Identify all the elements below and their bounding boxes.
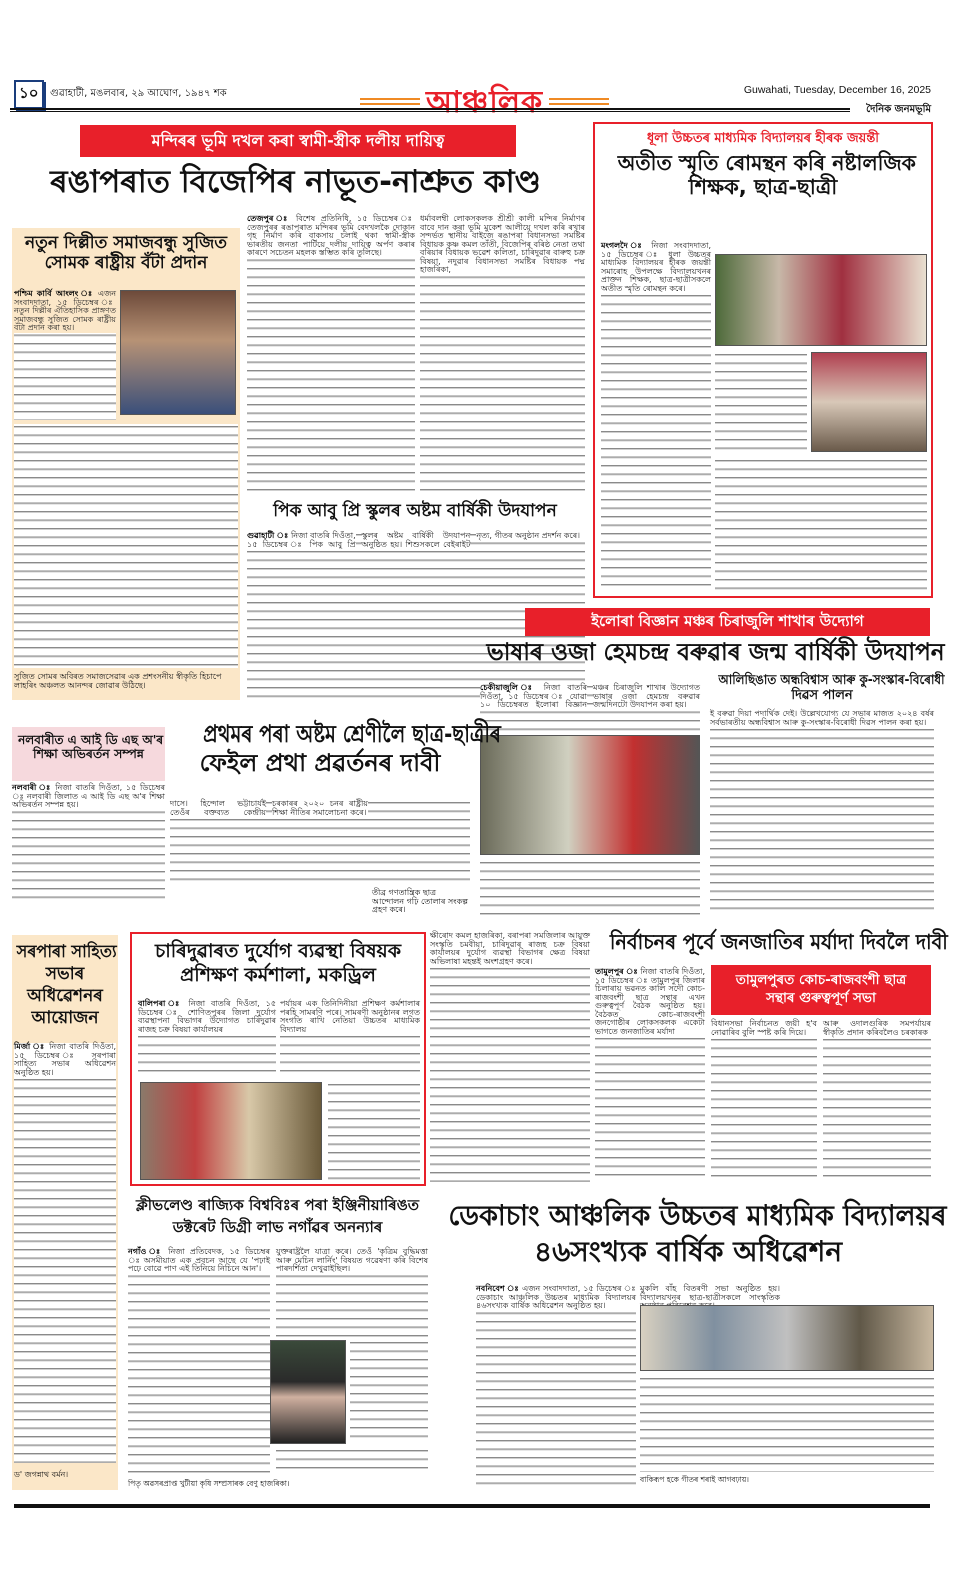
headline-line: [14, 941, 116, 963]
article-text: ক্ষীৰোদ কমল হাজৰিকা, বৰাপৰা সমজিলাৰ আয়ুক্ত সংস্কৃতি চমবীয়া, চাৰিদুৱাৰ ৰাজহ চক্ৰ বিষয়া কাৰ্যালয়ৰ দুৰ্যোগ ব্যৱস্থা বিভাগৰ ক্ষেত্ৰ বিষয়া অভিলাষা মহন্তই অংশগ্ৰহণ কৰে।: [430, 931, 590, 966]
hemchandra-body-b: [480, 860, 700, 916]
dateline: মংগলদৈ ঃ: [601, 241, 646, 250]
article-text: বিধানসভা নিৰ্বাচনত জয়ী হ'ব নোৱাৰিব বুলি স্পষ্ট কৰি দিয়ে।: [711, 1019, 817, 1037]
headline-line-text: আলিছিঙাত অন্ধবিশ্বাস আৰু কু-সংস্কাৰ-বিৰোধী: [718, 673, 945, 688]
fail-headline: [170, 720, 501, 778]
headline-line-text: নিৰ্বাচনৰ পূৰ্বে জনজাতিৰ মৰ্যাদা দিবলৈ দাবী: [609, 930, 948, 954]
ananya-body-col4: [276, 1448, 428, 1474]
headline-line-text: চাৰিদুৱাৰত দুৰ্যোগ ব্যৱস্থা বিষয়ক: [154, 940, 402, 962]
nalbari-headline: [12, 727, 165, 781]
dateline: পশ্চিম কাৰ্বি আংলং ঃ: [14, 289, 94, 298]
headline-line: [531, 610, 924, 635]
headline-line-text: ভাষাৰ ওজা হেমচন্দ্ৰ বৰুৱাৰ জন্ম বাৰ্ষিকী উদযাপন: [486, 638, 945, 666]
temple-kicker: [80, 125, 516, 157]
hemchandra-headline: [478, 638, 945, 667]
article-text: নিজা সংবাদদাতা, ১৫ ডিচেম্বৰ ঃ ধূলা উচ্চতৰ মাধ্যমিক বিদ্যালয়ৰ হীৰক জয়ন্তী সমাৰোহ উপলক্ষে বিদ্যালয়খনৰ প্ৰাক্তন শিক্ষক, ছাত্ৰ-ছাত্ৰীসকলে অতীত স্মৃতি ৰোমন্থন কৰে।: [601, 241, 711, 293]
headline-line-text: ধূলা উচ্চতৰ মাধ্যমিক বিদ্যালয়ৰ হীৰক জয়ন্তী: [647, 131, 879, 146]
headline-line-text: ক্লীভলেণ্ড ৰাজ্যিক বিশ্ববিঃৰ পৰা ইঞ্জিনীয়াৰিঙত: [136, 1196, 419, 1214]
sujit-award-photo: [120, 290, 236, 415]
headline-line: [136, 964, 420, 988]
ananya-body-col2: [276, 1248, 428, 1338]
dateline: নগাঁও ঃ: [128, 1247, 163, 1256]
headline-line-text: প্ৰথমৰ পৰা অষ্টম শ্ৰেণীলৈ ছাত্ৰ-ছাত্ৰীৰ: [203, 720, 501, 748]
headline-line-text: শিক্ষা অভিৰৰ্তন সম্পন্ন: [33, 746, 144, 762]
dateline: গুৱাহাটী ঃ: [247, 531, 289, 540]
dateline: নবনিবেশ ঃ: [476, 1284, 520, 1293]
headline-line-text: ইলোৰা বিজ্ঞান মঞ্চৰ চিৰাজুলি শাখাৰ উদ্যোগ: [591, 611, 864, 630]
headline-line: [708, 673, 945, 689]
article-text: বিশেষ প্ৰতিনিধি, ১৫ ডিচেম্বৰ ঃ তেজপুৰৰ ৰঙাপৰাত মন্দিৰৰ ভূমি বেদখলকৈ দোকান গৃহ নিৰ্মাণ কৰি বাকসায় চলাই থকা স্বামী-স্ত্ৰীক ভাৰতীয় জনতা পাৰ্টিয়ে দলীয় দায়িত্ব অৰ্পণ কৰাৰ কাৰণে সচেতন মহলক স্তম্ভিত কৰি তুলিছে।: [247, 214, 416, 257]
dhula-body-col2: [715, 352, 807, 452]
tribe-headline: [595, 930, 948, 954]
headline-line-text: আয়োজন: [31, 1008, 99, 1029]
article-text: দাসে। হিন্দোল ভট্টাচাৰ্যই তেওঁৰ বক্তব্যত কেন্দ্ৰীয় চৰকাৰৰ ২০২০ চনৰ ৰাষ্ট্ৰীয় শিক্ষা নীতিৰ সমালোচনা কৰে।: [170, 799, 368, 817]
headline-line: [478, 638, 945, 667]
tribe-body-col2: [711, 1020, 817, 1182]
headline-line: [14, 1007, 116, 1029]
chardua-body-col4: [430, 932, 590, 1182]
article-text: এজন সংবাদদাতা, ১৫ ডিচেম্বৰ ঃ নতুন দিল্লীৰ ঐতিহাসিক প্ৰাঙ্গণত সমাজবন্ধু সুজিত সোমক ৰাষ্ট্ৰীয় বঁটা প্ৰদান কৰা হয়।: [14, 289, 117, 332]
article-text: আৰু ওদালগুৰিক সমপৰ্যায়ৰ স্বীকৃতি প্ৰদান কৰিবলৈও চৰকাৰক: [823, 1019, 931, 1037]
headline-line-text: সৰপাৰা সাহিত্য: [16, 942, 117, 962]
article-text: নিজা বাতৰি দিওঁতা, ১৫ ডিচেম্বৰ ঃ পিক আবু প্ৰি স্কুলৰ অষ্টম বাৰ্ষিকী উদযাপন অনুষ্ঠিত হয়। শিশুসকলে বেইৰাইট নৃত্য, গীতৰ অনুষ্ঠান প্ৰদৰ্শন কৰে।: [247, 531, 581, 549]
article-text: মুকলি বাঁহ বিতৰণী সভা অনুষ্ঠিত হয়। বিদ্যালয়খনৰ ছাত্ৰ-ছাত্ৰীসকলে সাংস্কৃতিক: [640, 1285, 780, 1311]
headline-line: [438, 1234, 938, 1270]
ananya-photo: [270, 1340, 346, 1444]
dhula-kicker: [595, 132, 931, 147]
article-text: নিজা বাতৰি দিওঁতা, ১৫ ডিচেম্বৰ ঃ যোৱা ১০ ডিচেম্বৰত ইলোৰা বিজ্ঞান মঞ্চৰ চিৰাজুলি শাখাৰ উদ্যোগত ভাষাৰ ওজা হেমচন্দ্ৰ বৰুৱাৰ জন্মদিনটো উদযাপন কৰা হয়।: [480, 683, 700, 709]
dhula-body-col3: [715, 458, 927, 592]
dateline: তেজপুৰ ঃ: [247, 214, 291, 223]
article-text: পৰ্যায়ৰ এক তিনিদিনীয়া প্ৰশিক্ষণ কৰ্মশালাৰ পৰহি সামৰণি পৰে। সামৰণী অনুষ্ঠানৰ লগত সংগতি ৰাখি নেতিয়া উচ্চতৰ মাধ্যমিক বিদ্যালয়: [280, 999, 420, 1034]
headline-line-text: দিৱস পালন: [791, 687, 853, 703]
headline-line: [613, 150, 916, 175]
headline-line-text: সন্থাৰ গুৰুত্বপূৰ্ণ সভা: [766, 990, 876, 1006]
headline-line-text: অতীত স্মৃতি ৰোমন্থন কৰি নষ্টালজিক: [617, 150, 916, 175]
ananya-headline: [125, 1195, 430, 1239]
headline-line-text: প্ৰশিক্ষণ কৰ্মশালা, মকড্ৰিল: [180, 963, 376, 986]
local-date: গুৱাহাটী, মঙলবাৰ, ২৯ আঘোণ, ১৯৪৭ শক: [50, 88, 227, 99]
headline-line: [613, 175, 913, 199]
dhula-headline: [595, 147, 931, 203]
headline-line-text: মন্দিৰৰ ভূমি দখল কৰা স্বামী-স্ত্ৰীক দলীয় দায়িত্ব: [151, 130, 445, 150]
article-text: নিজা বাতৰি দিওঁতা, ১৫ ডিচেম্বৰ ঃ সৰপাৰা সাহিত্য সভাৰ অধিৱেশন অনুষ্ঠিত হয়।: [14, 1042, 116, 1077]
headline-line: [170, 720, 501, 749]
english-date: Guwahati, Tuesday, December 16, 2025: [743, 84, 931, 96]
headline-line-text: ফেইল প্ৰথা প্ৰৱৰ্তনৰ দাবী: [199, 748, 441, 777]
article-text: নিজা প্ৰতিবেদক, ১৫ ডিচেম্বৰ ঃ অসমীয়াত এক প্ৰবচন আছে যে 'পঢ়াই পঢ়ে বোৱে পাণ এই তিনিয়ে নিচিনে আন'।: [128, 1247, 270, 1273]
dateline: নলবাৰী ঃ: [12, 783, 52, 792]
alisinga-body: [710, 710, 934, 916]
sujit-tail: সুজিত সোমৰ অবিৰত সমাজসেৱাৰ এক প্ৰশংসনীয় স্বীকৃতি হিচাপে লাহৰিং অঞ্চলত আনন্দৰ জোৱাৰ উঠিছে।: [14, 672, 222, 690]
headline-line-text: ডক্টৰেট ডিগ্ৰী লাভ নগাঁৱৰ অনন্যাৰ: [172, 1217, 383, 1236]
article-text: নিজা বাতৰি দিওঁতা, ১৫ ডিচেম্বৰ ঃ শোণিতপুৰৰ জিলা দুৰ্যোগ ব্যৱস্থাপনা বিভাগৰ উদ্যোগত চাৰিদুৱাৰ ৰাজহ চক্ৰ বিষয়া কাৰ্যালয়ৰ: [138, 999, 277, 1034]
headline-line-text: তামুলপুৰত কোচ-ৰাজবংশী ছাত্ৰ: [735, 972, 907, 989]
headline-line-text: নতুন দিল্লীত সমাজবন্ধু সুজিত: [24, 233, 228, 253]
headline-line-text: ডেকাচাং আঞ্চলিক উচ্চতৰ মাধ্যমিক বিদ্যালয়ৰ: [448, 1199, 947, 1232]
headline-line: [438, 1198, 947, 1234]
fail-body: [170, 800, 470, 886]
article-text: এজন সংবাদদাতা, ১৫ ডিচেম্বৰ ঃ ডেকাচাং আঞ্চলিক উচ্চতৰ মাধ্যমিক বিদ্যালয়ৰ ৪৬সংখ্যক বাৰ্ষিক অধিৱেশন অনুষ্ঠিত হয়।: [476, 1284, 636, 1310]
chardua-headline: [132, 934, 424, 994]
temple-body-col2: [420, 215, 585, 495]
sujit-story: [12, 228, 240, 700]
sujit-body-b: [14, 424, 238, 668]
nalbari-body: [12, 784, 165, 902]
headline-line: [16, 254, 236, 274]
headline-line: [125, 1195, 430, 1217]
logo-text: আঞ্চলিক: [426, 85, 544, 120]
dateline: তামুলপুৰ ঃ: [595, 967, 638, 976]
hemchandra-photo: [480, 735, 700, 855]
dekachang-body-col2: [640, 1285, 780, 1303]
headline-line: [8, 165, 583, 201]
dekachang-body-col3: [640, 1376, 934, 1472]
dateline: বালিপৰা ঃ: [138, 999, 183, 1008]
dateline: মিৰ্জা ঃ: [14, 1042, 46, 1051]
page-number: ১০: [14, 80, 44, 109]
ananya-tail: পিতৃ অৱসৰপ্ৰাপ্ত খুটীয়া কৃষি সম্প্ৰসাৰক বেণু হাজৰিকা।: [128, 1479, 290, 1488]
sujit-body-a: [14, 290, 116, 420]
dhula-photo-1: [715, 254, 927, 346]
ananya-body-col3: [350, 1340, 428, 1444]
headline-line: [170, 749, 470, 778]
tribe-kicker: [711, 965, 931, 1015]
sorpara-story: [12, 935, 118, 1490]
article-text: নিজা বাতৰি দিওঁতা, ১৫ ডিচেম্বৰ ঃ নলবাৰী জিলাত এ আই ডি এছ অ'ৰ শিক্ষা অভিৰৰ্তন সম্পন্ন হয়।: [12, 783, 165, 809]
hemchandra-kicker: [525, 608, 930, 636]
dekachang-headline: [438, 1198, 947, 1271]
sujit-headline: [12, 228, 240, 279]
headline-line-text: নলবাৰীত এ আই ডি এছ অ'ৰ: [18, 732, 164, 747]
dekachang-body-col1: [476, 1285, 636, 1490]
headline-line: [717, 990, 925, 1008]
sorpara-tail: ড' জগন্নাথ বৰ্মন।: [14, 1470, 69, 1479]
chardua-story: [130, 932, 426, 1186]
headline-line-text: অধিৱেশনৰ: [27, 986, 103, 1007]
section-logo: [360, 78, 609, 129]
dateline: চেকীয়াজুলি ঃ: [480, 683, 537, 692]
headline-line-text: ৪৬সংখ্যক বাৰ্ষিক অধিৱেশন: [533, 1235, 843, 1269]
headline-line: [245, 502, 585, 522]
sorpara-body: [14, 1043, 116, 1463]
headline-line: [125, 1217, 430, 1239]
headline-line: [14, 963, 116, 985]
headline-line-text: শিক্ষক, ছাত্ৰ-ছাত্ৰী: [688, 175, 838, 200]
tribe-body-col1: [595, 968, 705, 1182]
alisinga-headline: [708, 673, 945, 704]
headline-line: [599, 132, 927, 147]
dekachang-tail: বাকিৰূপ হকে গীতৰ শৰাই আগবঢ়ায়।: [640, 1475, 749, 1484]
paper-name: দৈনিক জনমভূমি: [866, 104, 931, 115]
headline-line-text: সভাৰ: [45, 964, 85, 985]
headline-line: [136, 940, 420, 964]
headline-line: [86, 128, 510, 155]
headline-line-text: ৰঙাপৰাত বিজেপিৰ নাভূত-নাশ্ৰুত কাণ্ড: [50, 164, 541, 200]
headline-line-text: পিক আবু প্ৰি স্কুলৰ অষ্টম বাৰ্ষিকী উদযাপন: [273, 501, 557, 521]
article-text: যুক্তৰাষ্ট্ৰলৈ যাত্ৰা কৰে। তেওঁ 'কৃত্ৰিম বুদ্ধিমত্তা আৰু মেচিন লাৰ্নিং' বিষয়ত গৱেষণা কৰি বিশেষ পাৰদৰ্শিতা দেখুৱাইছিল।: [276, 1247, 428, 1273]
article-text: ই বৰুৱা দিয়া পদাৰ্থিক দেই। উল্লেখযোগ্য যে সভাৰ মাজত ২০২৪ বৰ্ষৰ সৰ্বভাৰতীয় অন্ধবিশ্বাস আৰু কু-সংস্কাৰ-বিৰোধী দিৱস পালন কৰা হয়।: [710, 709, 934, 727]
footer-rule: [14, 1504, 930, 1508]
headline-line: [15, 747, 162, 761]
hemchandra-body-a: [480, 684, 700, 732]
ananya-body-col1: [128, 1248, 270, 1478]
article-text: ধৰ্মাবলম্বী লোকসকলক শ্ৰীশ্ৰী কালী মন্দিৰ নিৰ্মাণৰ বাবে দান কৰা ভূমি মুকেশ আলীয়ে দখল কৰি ৰখাৰ সন্দৰ্ভত স্থানীয় বাইজে ৰঙাপৰা বিধানসভা সমষ্টিৰ বিধায়ক কৃষ্ণ কমল তাঁতী, বিজেপিৰ বৰিষ্ঠ নেতা তথা বৰিয়াৰ বিধায়ক ভৱেশ কলিতা, চাৰিদুৱাৰ বাৰুহু চক্ৰ বিষয়া, নদুৱাৰ বিধানসভা সমষ্টিৰ বিধায়ক পদ্ম হাজৰিকা,: [420, 214, 585, 274]
chardua-body-col2: [280, 1000, 420, 1078]
sorpara-headline: [12, 935, 118, 1035]
temple-body-col1: [247, 215, 415, 495]
article-text: নিজা বাতৰি দিওঁতা, ১৫ ডিচেম্বৰ ঃ তামুলপুৰ জিলাৰ চিলাৰায় ভৱনত কালি সদৌ কোচ-ৰাজবংশী ছাত্ৰ সন্থাৰ এখন গুৰুত্বপূৰ্ণ বৈঠক অনুষ্ঠিত হয়। বৈঠকত কোচ-ৰাজবংশী জনগোষ্ঠীৰ লোকসকলক একেটা ভাগতে জনজাতিৰ মৰ্যাদা: [595, 967, 705, 1036]
peak-headline: [245, 502, 585, 522]
chardua-photo: [140, 1082, 322, 1180]
dekachang-photo: [640, 1305, 934, 1371]
headline-line: [708, 689, 936, 704]
headline-line: [595, 930, 948, 954]
headline-line: [14, 985, 116, 1007]
temple-headline: [8, 165, 583, 201]
dhula-photo-2: [811, 352, 927, 452]
headline-line-text: সোমক ৰাষ্ট্ৰীয় বঁটা প্ৰদান: [44, 252, 208, 273]
headline-line: [15, 733, 162, 747]
headline-line: [16, 234, 236, 254]
header-rule: [10, 108, 850, 112]
tribe-body-col3: [823, 1020, 931, 1182]
dhula-body-col1: [601, 242, 711, 592]
dhula-story: [593, 122, 933, 598]
fail-tail: তীব্ৰ গণতান্ত্ৰিক ছাত্ৰ আন্দোলন গঢ়ি তোলাৰ সংকল্প গ্ৰহণ কৰে।: [372, 888, 468, 914]
headline-line: [717, 972, 925, 990]
chardua-body-col3: [328, 1082, 420, 1180]
chardua-body-col1: [138, 1000, 276, 1078]
